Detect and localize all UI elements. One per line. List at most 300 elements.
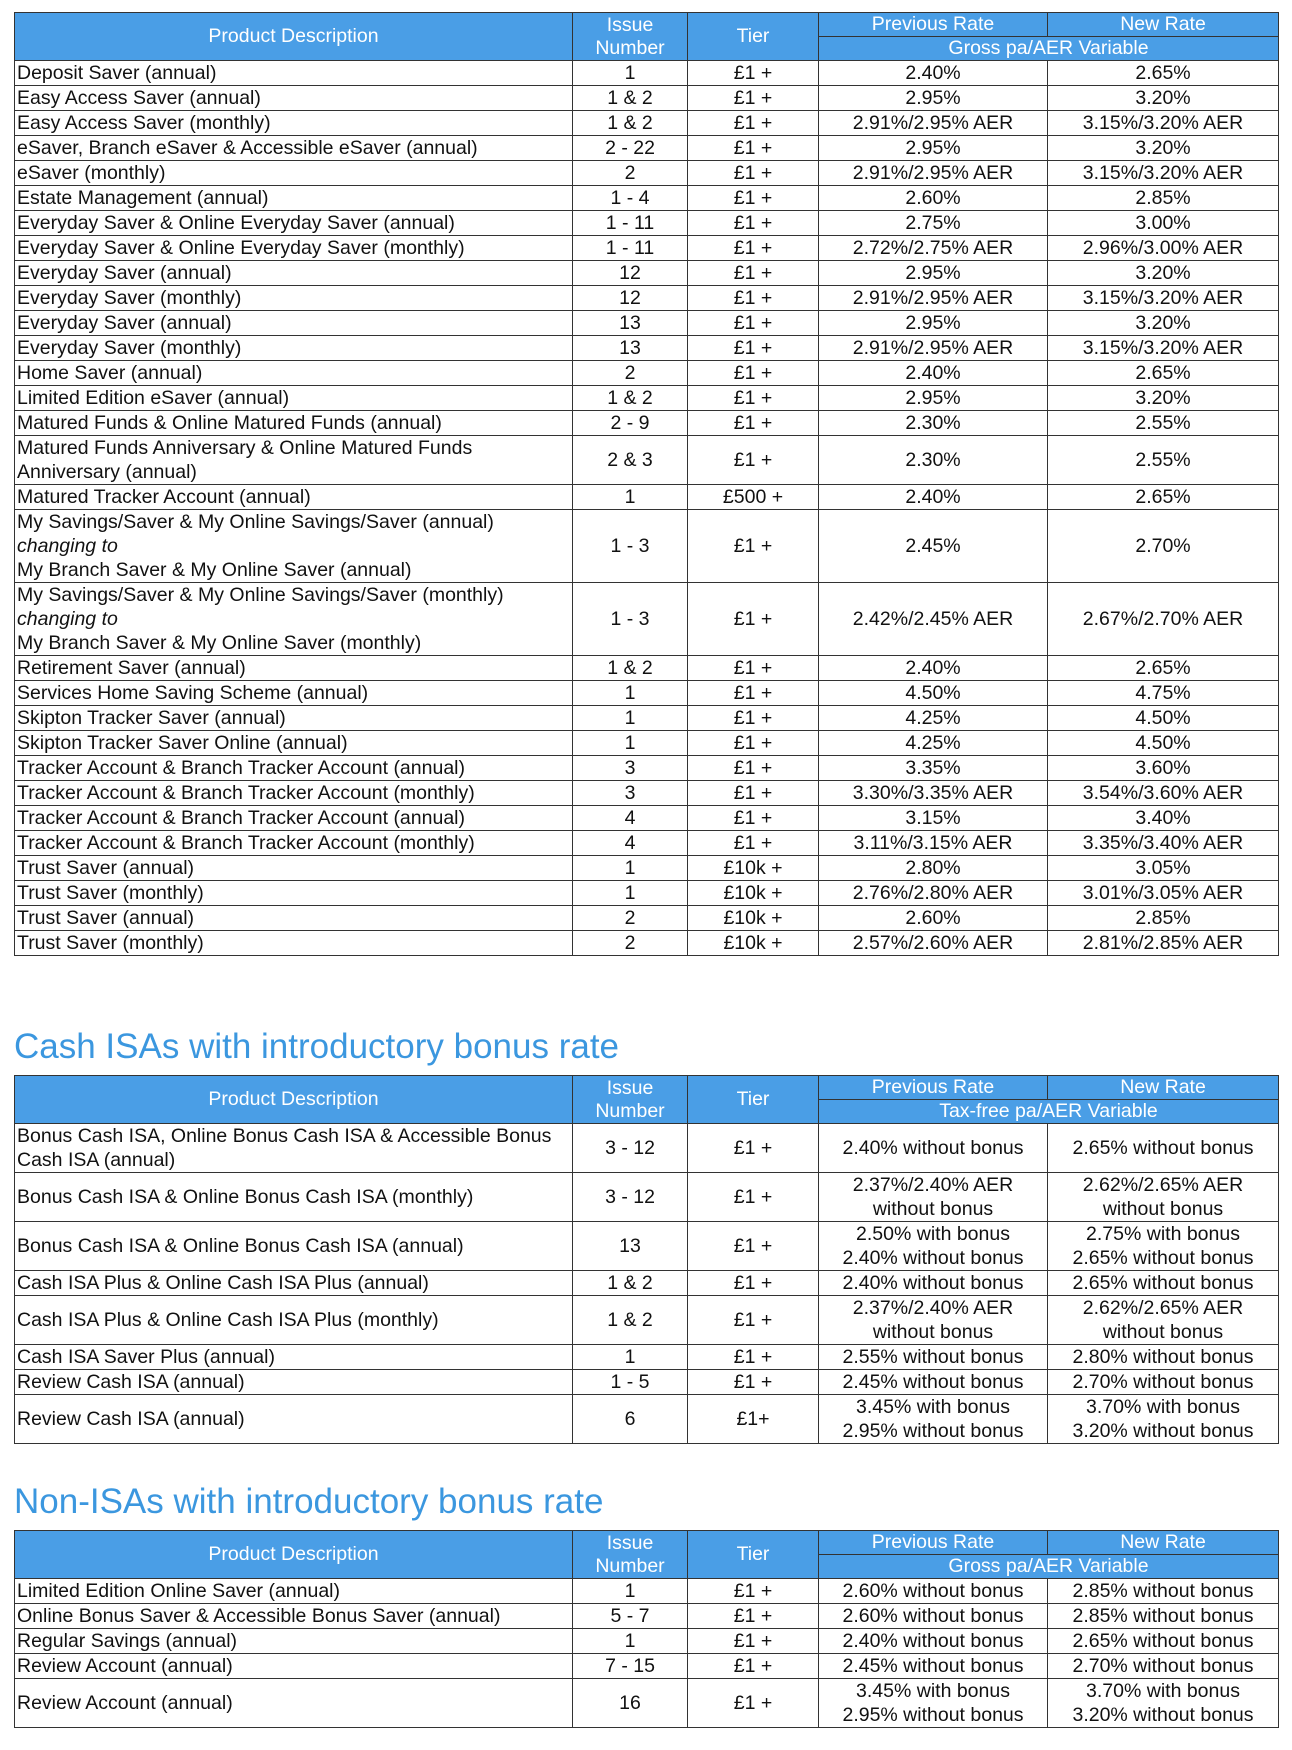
rate-without-bonus: 2.95% without bonus: [842, 1704, 1024, 1726]
previous-rate: 2.60%: [819, 906, 1048, 931]
new-rate: 3.15%/3.20% AER: [1048, 286, 1279, 311]
table-row: [15, 411, 1279, 436]
tier: £1 +: [688, 361, 819, 386]
issue-number: 4: [573, 831, 688, 856]
tier: £10k +: [688, 881, 819, 906]
issue-number: 1: [573, 1345, 688, 1370]
new-rate: 2.65%: [1048, 656, 1279, 681]
table-row: [15, 1370, 1279, 1395]
tier: £1 +: [688, 1604, 819, 1629]
issue-number: 1 - 3: [573, 510, 688, 583]
table-row: [15, 211, 1279, 236]
table-row: [15, 261, 1279, 286]
product-description: Limited Edition eSaver (annual): [15, 386, 573, 411]
product-description: Everyday Saver & Online Everyday Saver (monthly): [15, 236, 573, 261]
rate-without-bonus: 3.20% without bonus: [1072, 1704, 1254, 1726]
product-description: Home Saver (annual): [15, 361, 573, 386]
savings-rates-table: [14, 12, 1279, 956]
new-rate: 2.70% without bonus: [1048, 1370, 1279, 1395]
previous-rate: 2.45% without bonus: [819, 1370, 1048, 1395]
cash-isa-rates-table: [14, 1075, 1279, 1444]
table-row: [15, 1296, 1279, 1345]
tier: £1 +: [688, 1579, 819, 1604]
table-row: [15, 1222, 1279, 1271]
new-rate: 2.80% without bonus: [1048, 1345, 1279, 1370]
previous-rate: 2.95%: [819, 86, 1048, 111]
issue-number: 1 & 2: [573, 86, 688, 111]
issue-number: 1 & 2: [573, 1271, 688, 1296]
tier: £1 +: [688, 1629, 819, 1654]
tier: £1 +: [688, 236, 819, 261]
issue-number: 1: [573, 1579, 688, 1604]
issue-number: 1: [573, 881, 688, 906]
previous-rate: 3.11%/3.15% AER: [819, 831, 1048, 856]
tier: £1 +: [688, 1173, 819, 1222]
table-row: [15, 236, 1279, 261]
new-rate: 2.85% without bonus: [1048, 1604, 1279, 1629]
issue-number: 1: [573, 1629, 688, 1654]
header-product-description: Product Description: [15, 13, 573, 61]
new-rate: 3.15%/3.20% AER: [1048, 111, 1279, 136]
tier: £1 +: [688, 1679, 819, 1728]
new-rate: 3.35%/3.40% AER: [1048, 831, 1279, 856]
table-row: [15, 1173, 1279, 1222]
product-description-current: My Savings/Saver & My Online Savings/Saver (annual): [17, 511, 494, 533]
new-rate: 4.75%: [1048, 681, 1279, 706]
header-issue-number: Issue Number: [573, 13, 688, 61]
table-row: [15, 806, 1279, 831]
previous-rate: [819, 1679, 1048, 1728]
issue-number: 1 - 11: [573, 211, 688, 236]
issue-number: 12: [573, 286, 688, 311]
tier: £1 +: [688, 211, 819, 236]
rate-without-bonus: 2.65% without bonus: [1072, 1247, 1254, 1269]
tier: £1 +: [688, 86, 819, 111]
issue-number: 1 & 2: [573, 1296, 688, 1345]
tier: £1 +: [688, 111, 819, 136]
product-description: Cash ISA Saver Plus (annual): [15, 1345, 573, 1370]
previous-rate: 2.72%/2.75% AER: [819, 236, 1048, 261]
issue-number: 3 - 12: [573, 1124, 688, 1173]
issue-number: 1 - 4: [573, 186, 688, 211]
table-row: [15, 510, 1279, 583]
product-description: Cash ISA Plus & Online Cash ISA Plus (monthly): [15, 1296, 573, 1345]
tier: £1 +: [688, 61, 819, 86]
header-tier: Tier: [688, 1531, 819, 1579]
table-row: [15, 1629, 1279, 1654]
new-rate: 3.15%/3.20% AER: [1048, 161, 1279, 186]
table-row: [15, 136, 1279, 161]
new-rate: 3.15%/3.20% AER: [1048, 336, 1279, 361]
product-description-new: My Branch Saver & My Online Saver (annual): [17, 559, 412, 581]
new-rate: 2.96%/3.00% AER: [1048, 236, 1279, 261]
tier: £1+: [688, 1395, 819, 1444]
previous-rate: 2.57%/2.60% AER: [819, 931, 1048, 956]
product-description: Estate Management (annual): [15, 186, 573, 211]
new-rate: 3.54%/3.60% AER: [1048, 781, 1279, 806]
product-description: Skipton Tracker Saver (annual): [15, 706, 573, 731]
new-rate: 3.00%: [1048, 211, 1279, 236]
product-description: Deposit Saver (annual): [15, 61, 573, 86]
new-rate: 2.67%/2.70% AER: [1048, 583, 1279, 656]
issue-number: 13: [573, 336, 688, 361]
tier: £1 +: [688, 1654, 819, 1679]
header-new-rate: New Rate: [1048, 1076, 1279, 1100]
previous-rate: 2.40%: [819, 485, 1048, 510]
product-description: Matured Funds & Online Matured Funds (annual): [15, 411, 573, 436]
product-description: Everyday Saver (annual): [15, 311, 573, 336]
tier: £1 +: [688, 1345, 819, 1370]
header-previous-rate: Previous Rate: [819, 1531, 1048, 1555]
tier: £10k +: [688, 856, 819, 881]
header-previous-rate: Previous Rate: [819, 1076, 1048, 1100]
tier: £1 +: [688, 781, 819, 806]
previous-rate: 2.55% without bonus: [819, 1345, 1048, 1370]
new-rate: 2.65% without bonus: [1048, 1124, 1279, 1173]
table-row: [15, 336, 1279, 361]
previous-rate: 2.75%: [819, 211, 1048, 236]
previous-rate: 2.37%/2.40% AER without bonus: [819, 1296, 1048, 1345]
rate-with-bonus: 2.75% with bonus: [1086, 1223, 1240, 1245]
issue-number: 1 - 3: [573, 583, 688, 656]
header-tier: Tier: [688, 1076, 819, 1124]
product-description-current: My Savings/Saver & My Online Savings/Saver (monthly): [17, 584, 504, 606]
rate-with-bonus: 3.45% with bonus: [856, 1396, 1010, 1418]
issue-number: 1 & 2: [573, 111, 688, 136]
section-title-non-isas: Non-ISAs with introductory bonus rate: [14, 1482, 604, 1521]
product-description: Tracker Account & Branch Tracker Account (monthly): [15, 781, 573, 806]
rate-without-bonus: 3.20% without bonus: [1072, 1420, 1254, 1442]
product-description: Trust Saver (annual): [15, 856, 573, 881]
tier: £1 +: [688, 1124, 819, 1173]
table-row: [15, 781, 1279, 806]
tier: £10k +: [688, 906, 819, 931]
issue-number: 3 - 12: [573, 1173, 688, 1222]
issue-number: 1: [573, 706, 688, 731]
product-description: Trust Saver (monthly): [15, 931, 573, 956]
product-description: Review Cash ISA (annual): [15, 1370, 573, 1395]
issue-number: 2: [573, 161, 688, 186]
header-product-description: Product Description: [15, 1531, 573, 1579]
product-description: Services Home Saving Scheme (annual): [15, 681, 573, 706]
table-row: [15, 1395, 1279, 1444]
issue-number: 13: [573, 311, 688, 336]
table-row: [15, 831, 1279, 856]
product-description: Everyday Saver (monthly): [15, 286, 573, 311]
tier: £1 +: [688, 261, 819, 286]
product-description: Tracker Account & Branch Tracker Account (monthly): [15, 831, 573, 856]
header-rate-basis: Tax-free pa/AER Variable: [819, 1100, 1279, 1124]
issue-number: 2 & 3: [573, 436, 688, 485]
new-rate: 3.20%: [1048, 311, 1279, 336]
issue-number: 16: [573, 1679, 688, 1728]
issue-number: 1 & 2: [573, 656, 688, 681]
rate-without-bonus: 2.40% without bonus: [842, 1247, 1024, 1269]
new-rate: 2.70%: [1048, 510, 1279, 583]
table-row: [15, 1124, 1279, 1173]
product-description: Bonus Cash ISA & Online Bonus Cash ISA (monthly): [15, 1173, 573, 1222]
previous-rate: 2.40% without bonus: [819, 1271, 1048, 1296]
product-description: [15, 583, 573, 656]
issue-number: 2 - 9: [573, 411, 688, 436]
previous-rate: 2.95%: [819, 311, 1048, 336]
product-description: Regular Savings (annual): [15, 1629, 573, 1654]
table-row: [15, 706, 1279, 731]
table-row: [15, 583, 1279, 656]
header-tier: Tier: [688, 13, 819, 61]
new-rate: 2.65%: [1048, 361, 1279, 386]
product-description: Retirement Saver (annual): [15, 656, 573, 681]
table-row: [15, 1604, 1279, 1629]
previous-rate: 2.45% without bonus: [819, 1654, 1048, 1679]
tier: £1 +: [688, 1370, 819, 1395]
tier: £1 +: [688, 831, 819, 856]
tier: £1 +: [688, 656, 819, 681]
tier: £1 +: [688, 1271, 819, 1296]
rate-with-bonus: 2.50% with bonus: [856, 1223, 1010, 1245]
previous-rate: 2.30%: [819, 436, 1048, 485]
previous-rate: 2.40% without bonus: [819, 1629, 1048, 1654]
issue-number: 2 - 22: [573, 136, 688, 161]
new-rate: 2.65% without bonus: [1048, 1629, 1279, 1654]
previous-rate: 2.95%: [819, 136, 1048, 161]
rate-without-bonus: 2.95% without bonus: [842, 1420, 1024, 1442]
changing-to-label: changing to: [17, 535, 118, 557]
product-description: Trust Saver (monthly): [15, 881, 573, 906]
product-description: eSaver, Branch eSaver & Accessible eSaver (annual): [15, 136, 573, 161]
product-description: Limited Edition Online Saver (annual): [15, 1579, 573, 1604]
table-row: [15, 361, 1279, 386]
issue-number: 1: [573, 681, 688, 706]
product-description: Review Cash ISA (annual): [15, 1395, 573, 1444]
product-description: Review Account (annual): [15, 1679, 573, 1728]
table-row: [15, 1654, 1279, 1679]
table-row: [15, 881, 1279, 906]
issue-number: 12: [573, 261, 688, 286]
tier: £1 +: [688, 510, 819, 583]
product-description: Skipton Tracker Saver Online (annual): [15, 731, 573, 756]
tier: £1 +: [688, 286, 819, 311]
previous-rate: 2.91%/2.95% AER: [819, 286, 1048, 311]
issue-number: 1: [573, 856, 688, 881]
previous-rate: 2.40%: [819, 361, 1048, 386]
new-rate: 3.01%/3.05% AER: [1048, 881, 1279, 906]
previous-rate: 3.35%: [819, 756, 1048, 781]
rate-with-bonus: 3.70% with bonus: [1086, 1680, 1240, 1702]
tier: £1 +: [688, 756, 819, 781]
product-description: Easy Access Saver (monthly): [15, 111, 573, 136]
issue-number: 1: [573, 485, 688, 510]
product-description: Everyday Saver (annual): [15, 261, 573, 286]
table-row: [15, 656, 1279, 681]
tier: £1 +: [688, 1222, 819, 1271]
table-row: [15, 111, 1279, 136]
product-description: Review Account (annual): [15, 1654, 573, 1679]
non-isa-rates-table: [14, 1530, 1279, 1728]
new-rate: 2.65%: [1048, 61, 1279, 86]
tier: £1 +: [688, 386, 819, 411]
table-row: [15, 61, 1279, 86]
header-rate-basis: Gross pa/AER Variable: [819, 37, 1279, 61]
previous-rate: 2.40% without bonus: [819, 1124, 1048, 1173]
tier: £1 +: [688, 681, 819, 706]
issue-number: 3: [573, 756, 688, 781]
table-row: [15, 1679, 1279, 1728]
section-title-cash-isas: Cash ISAs with introductory bonus rate: [14, 1027, 620, 1066]
tier: £1 +: [688, 411, 819, 436]
product-description: Everyday Saver (monthly): [15, 336, 573, 361]
issue-number: 1 & 2: [573, 386, 688, 411]
issue-number: 2: [573, 906, 688, 931]
table-row: [15, 931, 1279, 956]
tier: £500 +: [688, 485, 819, 510]
table-row: [15, 86, 1279, 111]
product-description: Trust Saver (annual): [15, 906, 573, 931]
new-rate: 2.70% without bonus: [1048, 1654, 1279, 1679]
previous-rate: 2.91%/2.95% AER: [819, 336, 1048, 361]
issue-number: 6: [573, 1395, 688, 1444]
product-description: Matured Tracker Account (annual): [15, 485, 573, 510]
product-description: [15, 510, 573, 583]
previous-rate: 2.60% without bonus: [819, 1579, 1048, 1604]
tier: £1 +: [688, 161, 819, 186]
previous-rate: 2.76%/2.80% AER: [819, 881, 1048, 906]
product-description: eSaver (monthly): [15, 161, 573, 186]
tier: £1 +: [688, 436, 819, 485]
new-rate: 3.05%: [1048, 856, 1279, 881]
issue-number: 5 - 7: [573, 1604, 688, 1629]
product-description: Online Bonus Saver & Accessible Bonus Saver (annual): [15, 1604, 573, 1629]
rate-with-bonus: 3.45% with bonus: [856, 1680, 1010, 1702]
previous-rate: 2.91%/2.95% AER: [819, 111, 1048, 136]
issue-number: 1: [573, 61, 688, 86]
tier: £1 +: [688, 336, 819, 361]
header-product-description: Product Description: [15, 1076, 573, 1124]
previous-rate: 2.80%: [819, 856, 1048, 881]
tier: £10k +: [688, 931, 819, 956]
header-new-rate: New Rate: [1048, 1531, 1279, 1555]
table-row: [15, 436, 1279, 485]
new-rate: 4.50%: [1048, 706, 1279, 731]
new-rate: 2.62%/2.65% AER without bonus: [1048, 1296, 1279, 1345]
new-rate: 2.65% without bonus: [1048, 1271, 1279, 1296]
previous-rate: [819, 1395, 1048, 1444]
tier: £1 +: [688, 806, 819, 831]
previous-rate: 2.42%/2.45% AER: [819, 583, 1048, 656]
new-rate: 2.65%: [1048, 485, 1279, 510]
previous-rate: 2.45%: [819, 510, 1048, 583]
table-row: [15, 731, 1279, 756]
table-row: [15, 311, 1279, 336]
table-row: [15, 485, 1279, 510]
product-description: Tracker Account & Branch Tracker Account (annual): [15, 756, 573, 781]
new-rate: 2.55%: [1048, 411, 1279, 436]
product-description: Bonus Cash ISA & Online Bonus Cash ISA (annual): [15, 1222, 573, 1271]
previous-rate: 2.60%: [819, 186, 1048, 211]
previous-rate: 4.25%: [819, 706, 1048, 731]
new-rate: 3.20%: [1048, 136, 1279, 161]
new-rate: [1048, 1395, 1279, 1444]
table-row: [15, 756, 1279, 781]
previous-rate: 4.25%: [819, 731, 1048, 756]
tier: £1 +: [688, 706, 819, 731]
previous-rate: 2.91%/2.95% AER: [819, 161, 1048, 186]
product-description: Bonus Cash ISA, Online Bonus Cash ISA & Accessible Bonus Cash ISA (annual): [15, 1124, 573, 1173]
table-row: [15, 1345, 1279, 1370]
table-row: [15, 286, 1279, 311]
table-row: [15, 906, 1279, 931]
new-rate: 2.55%: [1048, 436, 1279, 485]
previous-rate: 3.30%/3.35% AER: [819, 781, 1048, 806]
table-row: [15, 856, 1279, 881]
new-rate: 2.85%: [1048, 186, 1279, 211]
tier: £1 +: [688, 136, 819, 161]
issue-number: 2: [573, 361, 688, 386]
product-description: Easy Access Saver (annual): [15, 86, 573, 111]
rate-with-bonus: 3.70% with bonus: [1086, 1396, 1240, 1418]
product-description-new: My Branch Saver & My Online Saver (monthly): [17, 632, 422, 654]
table-row: [15, 161, 1279, 186]
new-rate: 4.50%: [1048, 731, 1279, 756]
issue-number: 7 - 15: [573, 1654, 688, 1679]
header-previous-rate: Previous Rate: [819, 13, 1048, 37]
new-rate: 3.60%: [1048, 756, 1279, 781]
new-rate: 2.85%: [1048, 906, 1279, 931]
new-rate: 2.62%/2.65% AER without bonus: [1048, 1173, 1279, 1222]
product-description: Matured Funds Anniversary & Online Matured Funds Anniversary (annual): [15, 436, 573, 485]
new-rate: 3.20%: [1048, 386, 1279, 411]
header-new-rate: New Rate: [1048, 13, 1279, 37]
previous-rate: 2.40%: [819, 656, 1048, 681]
previous-rate: 2.40%: [819, 61, 1048, 86]
changing-to-label: changing to: [17, 608, 118, 630]
new-rate: [1048, 1222, 1279, 1271]
previous-rate: 2.30%: [819, 411, 1048, 436]
issue-number: 4: [573, 806, 688, 831]
table-row: [15, 1271, 1279, 1296]
previous-rate: [819, 1222, 1048, 1271]
table-row: [15, 681, 1279, 706]
tier: £1 +: [688, 583, 819, 656]
tier: £1 +: [688, 186, 819, 211]
product-description: Cash ISA Plus & Online Cash ISA Plus (annual): [15, 1271, 573, 1296]
new-rate: 2.81%/2.85% AER: [1048, 931, 1279, 956]
issue-number: 1 - 5: [573, 1370, 688, 1395]
previous-rate: 3.15%: [819, 806, 1048, 831]
new-rate: 2.85% without bonus: [1048, 1579, 1279, 1604]
new-rate: 3.20%: [1048, 86, 1279, 111]
previous-rate: 2.95%: [819, 386, 1048, 411]
previous-rate: 2.60% without bonus: [819, 1604, 1048, 1629]
table-row: [15, 1579, 1279, 1604]
header-rate-basis: Gross pa/AER Variable: [819, 1555, 1279, 1579]
header-issue-number: Issue Number: [573, 1531, 688, 1579]
table-row: [15, 186, 1279, 211]
product-description: Everyday Saver & Online Everyday Saver (annual): [15, 211, 573, 236]
issue-number: 1: [573, 731, 688, 756]
previous-rate: 2.95%: [819, 261, 1048, 286]
issue-number: 1 - 11: [573, 236, 688, 261]
table-row: [15, 386, 1279, 411]
previous-rate: 2.37%/2.40% AER without bonus: [819, 1173, 1048, 1222]
tier: £1 +: [688, 1296, 819, 1345]
new-rate: 3.40%: [1048, 806, 1279, 831]
previous-rate: 4.50%: [819, 681, 1048, 706]
issue-number: 2: [573, 931, 688, 956]
header-issue-number: Issue Number: [573, 1076, 688, 1124]
new-rate: 3.20%: [1048, 261, 1279, 286]
tier: £1 +: [688, 311, 819, 336]
